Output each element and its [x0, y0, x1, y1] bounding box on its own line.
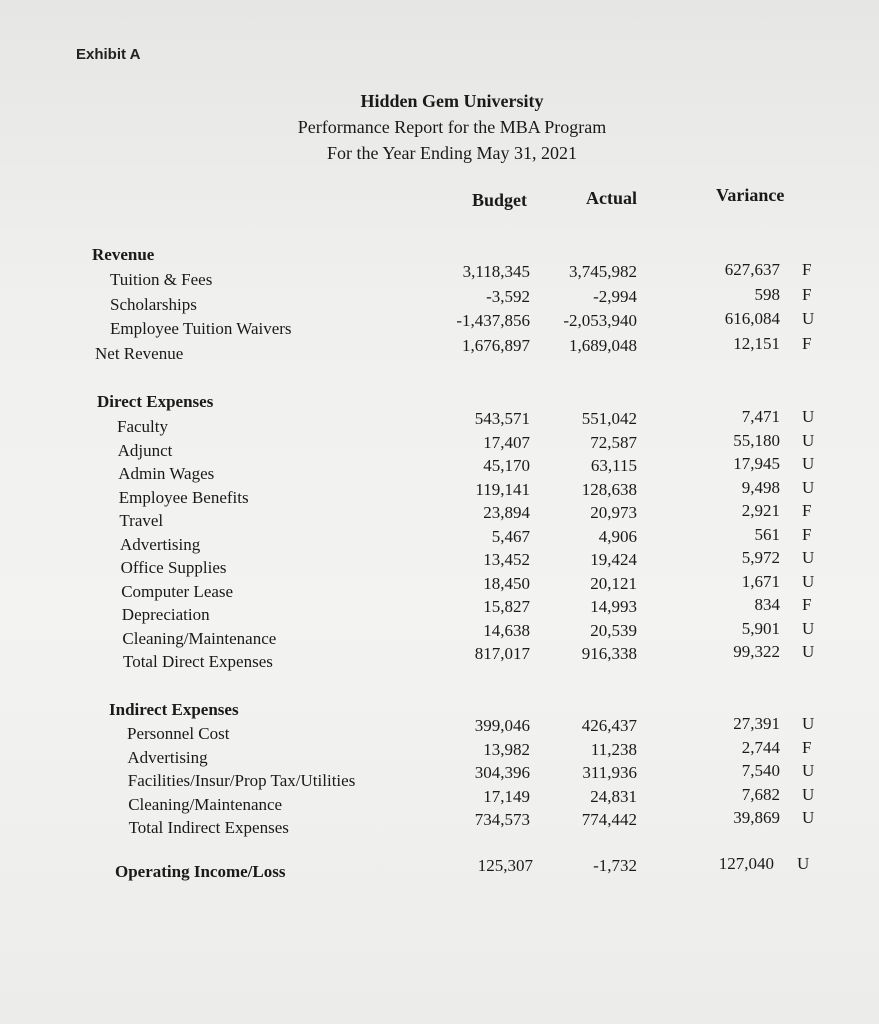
fu-flag: U: [802, 309, 815, 328]
row-label: Scholarships: [110, 294, 197, 314]
actual-value: 11,238: [590, 739, 637, 759]
variance-value: 17,945: [733, 454, 780, 473]
actual-value: 20,121: [590, 573, 637, 593]
actual-value: 4,906: [598, 526, 637, 546]
row-label: Admin Wages: [118, 464, 215, 483]
budget-value: 304,396: [474, 763, 530, 782]
fu-flag: F: [802, 595, 812, 614]
actual-value: 20,973: [590, 503, 637, 522]
variance-value: 5,972: [741, 548, 780, 567]
fu-flag: U: [802, 761, 815, 780]
variance-value: 627,637: [724, 260, 780, 279]
budget-value: 734,573: [474, 810, 530, 829]
variance-value: 99,322: [733, 642, 780, 661]
actual-value: 128,638: [581, 479, 637, 499]
fu-flag: U: [802, 454, 815, 473]
variance-value: 55,180: [733, 430, 780, 450]
row-label: Depreciation: [121, 605, 210, 624]
column-header-variance: Variance: [716, 185, 785, 205]
table-row: [0, 333, 879, 368]
actual-value: 426,437: [581, 716, 637, 735]
fu-flag: U: [802, 784, 815, 804]
column-header-budget: Budget: [472, 190, 528, 210]
row-label: Cleaning/Maintenance: [128, 794, 283, 814]
budget-value: 14,638: [483, 620, 530, 640]
fu-flag: U: [802, 714, 815, 733]
variance-value: 27,391: [733, 714, 780, 733]
budget-value: 18,450: [483, 573, 530, 593]
actual-value: 19,424: [590, 550, 637, 569]
fu-flag: F: [802, 737, 812, 757]
budget-value: 17,407: [483, 432, 530, 452]
budget-value: 3,118,345: [462, 262, 530, 281]
actual-value: 24,831: [590, 786, 637, 806]
actual-value: 72,587: [590, 432, 637, 452]
row-label: Total Indirect Expenses: [128, 818, 289, 837]
row-label: Employee Benefits: [118, 487, 249, 507]
row-label: Net Revenue: [95, 343, 184, 363]
fu-flag: F: [802, 524, 812, 544]
budget-value: 543,571: [474, 409, 530, 428]
budget-value: 1,676,897: [462, 335, 530, 355]
row-label: Cleaning/Maintenance: [122, 628, 277, 648]
indirect-expenses-section-title: Indirect Expenses: [109, 700, 239, 719]
actual-value: 1,689,048: [569, 335, 637, 355]
variance-value: 834: [754, 595, 780, 614]
fu-flag: U: [802, 808, 815, 827]
report-subtitle: Performance Report for the MBA Program: [297, 117, 607, 137]
report-header: [252, 88, 652, 166]
budget-value: -1,437,856: [456, 311, 530, 330]
budget-value: 13,452: [483, 550, 530, 569]
fu-flag: U: [802, 407, 815, 426]
column-header-actual: Actual: [586, 188, 637, 208]
report-period: For the Year Ending May 31, 2021: [327, 143, 577, 163]
budget-value: 5,467: [491, 526, 530, 546]
budget-value: 399,046: [474, 716, 530, 735]
budget-value: -3,592: [486, 286, 530, 306]
table-row: [0, 642, 879, 676]
row-label: Adjunct: [117, 440, 173, 460]
fu-flag: F: [802, 260, 812, 279]
actual-value: 63,115: [590, 456, 637, 475]
actual-value: -2,053,940: [563, 311, 637, 330]
row-label: Operating Income/Loss: [115, 862, 286, 881]
variance-value: 2,921: [741, 501, 780, 520]
row-label: Employee Tuition Waivers: [110, 319, 292, 338]
fu-flag: U: [802, 642, 815, 661]
fu-flag: F: [802, 284, 812, 304]
budget-value: 119,141: [475, 479, 530, 499]
actual-value: -2,994: [593, 286, 637, 306]
row-label: Personnel Cost: [127, 724, 230, 743]
row-label: Faculty: [117, 417, 168, 436]
actual-value: -1,732: [593, 856, 637, 875]
budget-value: 17,149: [483, 786, 530, 806]
budget-value: 45,170: [483, 456, 530, 475]
variance-value: 1,671: [741, 571, 780, 591]
fu-flag: F: [802, 333, 812, 353]
row-label: Travel: [119, 511, 164, 530]
row-label: Computer Lease: [121, 581, 234, 601]
actual-value: 311,936: [582, 763, 637, 782]
variance-value: 7,471: [741, 407, 780, 426]
actual-value: 3,745,982: [569, 262, 637, 281]
fu-flag: U: [802, 430, 815, 450]
budget-value: 15,827: [483, 597, 530, 616]
row-label: Office Supplies: [120, 558, 227, 577]
row-label: Total Direct Expenses: [123, 652, 273, 671]
direct-expenses-section-title: Direct Expenses: [97, 392, 214, 411]
fu-flag: U: [802, 618, 815, 638]
budget-value: 13,982: [483, 739, 530, 759]
table-row: [0, 808, 879, 842]
row-label: Advertising: [120, 534, 201, 554]
fu-flag: U: [802, 548, 815, 567]
variance-value: 7,540: [741, 761, 780, 780]
variance-value: 12,151: [733, 333, 780, 353]
variance-value: 7,682: [741, 784, 780, 804]
actual-value: 916,338: [581, 644, 637, 663]
row-label: Tuition & Fees: [110, 270, 213, 289]
revenue-section-title: Revenue: [92, 245, 155, 264]
variance-value: 5,901: [741, 618, 780, 638]
actual-value: 20,539: [590, 620, 637, 640]
variance-value: 598: [754, 284, 780, 304]
fu-flag: F: [802, 501, 812, 520]
budget-value: 23,894: [483, 503, 530, 522]
row-label: Advertising: [127, 747, 208, 767]
fu-flag: U: [802, 571, 815, 591]
exhibit-label: Exhibit A: [76, 46, 141, 63]
variance-value: 561: [754, 524, 780, 544]
fu-flag: U: [797, 854, 810, 873]
variance-value: 2,744: [741, 737, 780, 757]
actual-value: 14,993: [590, 597, 637, 616]
fu-flag: U: [802, 477, 815, 497]
budget-value: 125,307: [477, 856, 533, 875]
operating-income-row: [0, 854, 879, 884]
variance-value: 127,040: [718, 854, 774, 873]
variance-value: 9,498: [741, 477, 780, 497]
actual-value: 551,042: [581, 409, 637, 428]
budget-value: 817,017: [474, 644, 530, 663]
variance-value: 616,084: [724, 309, 780, 328]
actual-value: 774,442: [581, 810, 637, 829]
variance-value: 39,869: [733, 808, 780, 827]
row-label: Facilities/Insur/Prop Tax/Utilities: [127, 771, 356, 790]
report-title: Hidden Gem University: [360, 91, 544, 111]
